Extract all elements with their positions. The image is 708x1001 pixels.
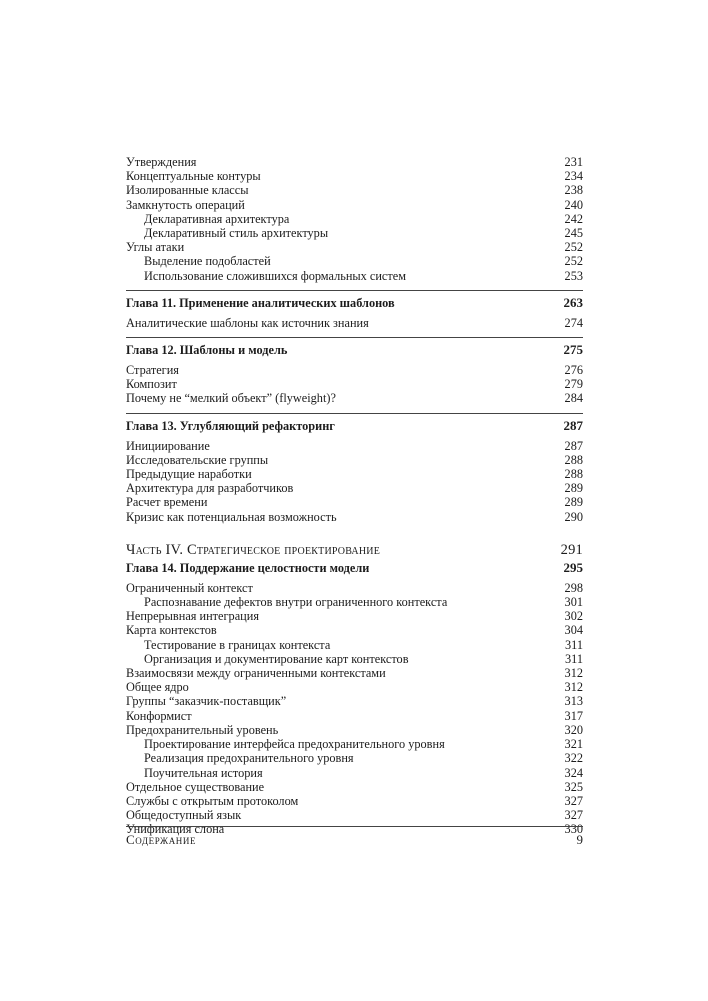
part-heading — [126, 541, 583, 559]
toc-entry — [126, 808, 583, 822]
entry-title: Карта контекстов — [126, 623, 217, 638]
entry-title: Непрерывная интеграция — [126, 609, 259, 624]
entry-title: Аналитические шаблоны как источник знания — [126, 315, 369, 330]
chapter-heading — [126, 561, 583, 575]
entry-title: Использование сложившихся формальных систем — [144, 268, 406, 283]
table-of-contents — [126, 155, 583, 837]
toc-entry — [126, 155, 583, 169]
entry-title: Общедоступный язык — [126, 808, 242, 823]
toc-subentry — [126, 212, 583, 226]
entry-title: Стратегия — [126, 363, 179, 378]
toc-subentry — [126, 638, 583, 652]
page-number: 9 — [576, 832, 583, 847]
toc-entry — [126, 169, 583, 183]
toc-subentry — [126, 254, 583, 268]
entry-page-number: 322 — [564, 751, 583, 766]
entry-title: Службы с открытым протоколом — [126, 793, 299, 808]
chapter-heading — [126, 290, 583, 310]
entry-page-number: 252 — [564, 254, 583, 269]
chapter-heading — [126, 413, 583, 433]
entry-page-number: 234 — [564, 169, 583, 184]
entry-page-number: 245 — [564, 226, 583, 241]
toc-entry — [126, 780, 583, 794]
entry-title: Проектирование интерфейса предохранительного уровня — [144, 737, 445, 752]
toc-entry — [126, 623, 583, 637]
entry-page-number: 311 — [565, 637, 583, 652]
entry-title: Ограниченный контекст — [126, 580, 253, 595]
entry-page-number: 238 — [564, 183, 583, 198]
toc-entry — [126, 183, 583, 197]
toc-entry — [126, 609, 583, 623]
toc-entry — [126, 377, 583, 391]
toc-subentry — [126, 226, 583, 240]
toc-entry — [126, 709, 583, 723]
entry-title: Кризис как потенциальная возможность — [126, 509, 337, 524]
entry-page-number: 321 — [564, 737, 583, 752]
entry-page-number: 288 — [564, 467, 583, 482]
entry-page-number: 327 — [564, 808, 583, 823]
toc-subentry — [126, 269, 583, 283]
entry-page-number: 290 — [564, 509, 583, 524]
footer-title: Содержание — [126, 832, 197, 847]
entry-title: Декларативный стиль архитектуры — [144, 226, 329, 241]
entry-title: Утверждения — [126, 155, 197, 169]
page-footer — [126, 826, 583, 848]
entry-title: Почему не “мелкий объект” (flyweight)? — [126, 391, 336, 406]
entry-page-number: 330 — [564, 822, 583, 837]
entry-title: Конформист — [126, 708, 192, 723]
entry-page-number: 312 — [564, 680, 583, 695]
entry-page-number: 287 — [563, 417, 583, 433]
toc-subentry — [126, 766, 583, 780]
entry-page-number: 302 — [564, 609, 583, 624]
entry-title: Выделение подобластей — [144, 254, 271, 269]
entry-title: Глава 13. Углубляющий рефакторинг — [126, 418, 335, 433]
entry-page-number: 252 — [564, 240, 583, 255]
entry-page-number: 287 — [564, 438, 583, 453]
entry-title: Композит — [126, 377, 177, 392]
entry-page-number: 298 — [564, 580, 583, 595]
entry-title: Архитектура для разработчиков — [126, 481, 294, 496]
entry-page-number: 253 — [564, 268, 583, 283]
entry-title: Декларативная архитектура — [144, 211, 290, 226]
entry-page-number: 320 — [564, 722, 583, 737]
chapter-heading — [126, 337, 583, 357]
entry-title: Общее ядро — [126, 680, 189, 695]
entry-title: Глава 11. Применение аналитических шаблонов — [126, 295, 395, 310]
toc-entry — [126, 581, 583, 595]
toc-entry — [126, 666, 583, 680]
toc-entry — [126, 198, 583, 212]
entry-page-number: 291 — [560, 541, 583, 558]
entry-page-number: 289 — [564, 495, 583, 510]
entry-title: Предохранительный уровень — [126, 722, 279, 737]
entry-title: Унификация слона — [126, 822, 225, 837]
entry-title: Поучительная история — [144, 765, 263, 780]
entry-page-number: 276 — [564, 363, 583, 378]
toc-entry — [126, 453, 583, 467]
entry-page-number: 289 — [564, 481, 583, 496]
toc-subentry — [126, 751, 583, 765]
entry-title: Замкнутость операций — [126, 197, 245, 212]
entry-page-number: 240 — [564, 197, 583, 212]
toc-subentry — [126, 652, 583, 666]
entry-page-number: 275 — [563, 342, 583, 358]
toc-subentry — [126, 737, 583, 751]
entry-title: Глава 14. Поддержание целостности модели — [126, 560, 370, 575]
entry-title: Организация и документирование карт контекстов — [144, 651, 409, 666]
toc-entry — [126, 391, 583, 405]
entry-page-number: 325 — [564, 779, 583, 794]
entry-page-number: 284 — [564, 391, 583, 406]
toc-entry — [126, 510, 583, 524]
toc-subentry — [126, 595, 583, 609]
entry-title: Реализация предохранительного уровня — [144, 751, 354, 766]
entry-title: Концептуальные контуры — [126, 169, 261, 184]
toc-entry — [126, 439, 583, 453]
entry-page-number: 231 — [564, 155, 583, 169]
entry-page-number: 274 — [564, 315, 583, 330]
toc-entry — [126, 680, 583, 694]
entry-page-number: 327 — [564, 793, 583, 808]
toc-entry — [126, 467, 583, 481]
entry-page-number: 311 — [565, 651, 583, 666]
entry-page-number: 312 — [564, 666, 583, 681]
entry-page-number: 279 — [564, 377, 583, 392]
entry-page-number: 295 — [563, 559, 583, 575]
entry-page-number: 313 — [564, 694, 583, 709]
entry-title: Тестирование в границах контекста — [144, 637, 331, 652]
entry-title: Отдельное существование — [126, 779, 265, 794]
toc-entry — [126, 481, 583, 495]
entry-page-number: 324 — [564, 765, 583, 780]
entry-page-number: 263 — [563, 294, 583, 310]
entry-page-number: 301 — [564, 595, 583, 610]
entry-title: Расчет времени — [126, 495, 208, 510]
entry-title: Группы “заказчик-поставщик” — [126, 694, 287, 709]
entry-title: Инициирование — [126, 438, 210, 453]
entry-title: Изолированные классы — [126, 183, 249, 198]
entry-title: Часть IV. Стратегическое проектирование — [126, 541, 381, 558]
entry-page-number: 304 — [564, 623, 583, 638]
toc-entry — [126, 495, 583, 509]
toc-entry — [126, 240, 583, 254]
toc-entry — [126, 363, 583, 377]
entry-title: Взаимосвязи между ограниченными контекстами — [126, 666, 386, 681]
toc-entry — [126, 794, 583, 808]
entry-title: Глава 12. Шаблоны и модель — [126, 343, 288, 358]
entry-page-number: 288 — [564, 452, 583, 467]
entry-page-number: 242 — [564, 211, 583, 226]
entry-page-number: 317 — [564, 708, 583, 723]
entry-title: Распознавание дефектов внутри ограниченного контекста — [144, 595, 448, 610]
entry-title: Предыдущие наработки — [126, 467, 252, 482]
entry-title: Углы атаки — [126, 240, 185, 255]
toc-entry — [126, 723, 583, 737]
toc-entry — [126, 694, 583, 708]
entry-title: Исследовательские группы — [126, 452, 269, 467]
toc-entry — [126, 316, 583, 330]
